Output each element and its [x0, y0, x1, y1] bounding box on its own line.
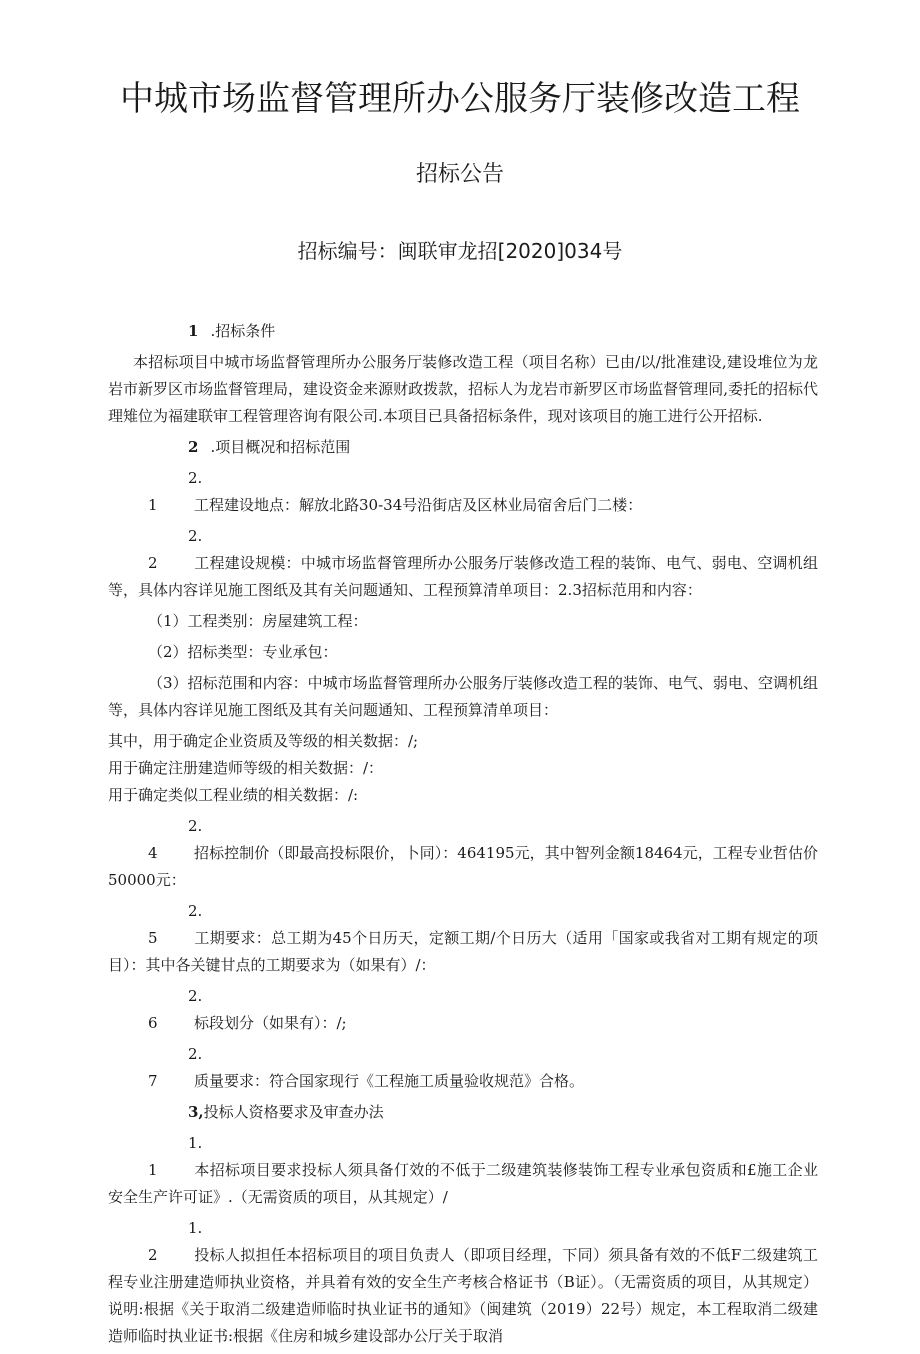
bid-number: 招标编号：闽联审龙招[2020]034号 [297, 239, 623, 263]
section-title: .项目概况和招标范围 [210, 438, 351, 456]
document-body [108, 316, 818, 1354]
clause-text: 招标控制价（即最高投标限价，卜同）：464195元，其中智列金额18464元，工程专业哲估价50000元： [108, 844, 818, 889]
clause-text: 投标人拟担任本招标项目的项目负责人（即项目经理，下同）须具备有效的不低F二级建筑工程专业注册建造师执业资格，并具着有效的安全生产考核合格证书（B证）。（无需资质的项目，从其规定）说明:根据《关于取消二级建造师临时执业证书的通知》（闽建筑（2019）22号）规定，本工程取消二级建造师临时执业证书:根据《住房和城乡建设部办公厅关于取消 [108, 1246, 818, 1345]
section-2-heading [108, 434, 818, 461]
section-1-heading [108, 318, 818, 345]
clause-number: 2.2 [148, 527, 203, 572]
text-line: 用于确定类似工程业绩的相关数据：/: [108, 786, 359, 804]
clause-number: 2.4 [148, 817, 203, 862]
list-item: （2）招标类型：专业承包： [148, 643, 338, 661]
list-item: （1）工程类别：房屋建筑工程： [148, 612, 368, 630]
text-line: 其中，用于确定企业资质及等级的相关数据：/; [108, 732, 419, 750]
page-title: 中城市场监督管理所办公服务厅装修改造工程 [120, 79, 800, 119]
clause-text: 工程建设规模：中城市场监督管理所办公服务厅装修改造工程的装饰、电气、弱电、空调机组等，具体内容详见施工图纸及其有关问题通知、工程预算清单项目：2.3招标范用和内容： [108, 554, 818, 599]
clause-number: 1.1 [148, 1134, 203, 1179]
clause-text: 本招标项目要求投标人须具备仃效的不低于二级建筑装修装饰工程专业承包资质和£施工企业安全生产许可证》.（无需资质的项目，从其规定）/ [108, 1161, 818, 1206]
clause-2-5 [108, 898, 818, 979]
clause-number: 2.1 [148, 469, 203, 514]
section-title: 投标人资格要求及审查办法 [203, 1103, 384, 1121]
clause-2-4 [108, 813, 818, 894]
section-title: .招标条件 [210, 322, 276, 340]
list-item: （3）招标范围和内容：中城市场监督管理所办公服务厅装修改造工程的装饰、电气、弱电、空调机组等，具体内容详见施工图纸及其有关问题通知、工程预算清单项目： [108, 674, 818, 719]
clause-2-6 [108, 983, 818, 1037]
clause-text: 质量要求：符合国家现行《工程施工质量验收规范》合格。 [194, 1072, 585, 1090]
clause-number: 1.2 [148, 1219, 203, 1264]
section-number: 1 [188, 322, 199, 340]
paragraph: 本招标项目中城市场监督管理所办公服务厅装修改造工程（项目名称）已由/以/批准建设,建设堆位为龙岩市新罗区市场监督管理局，建设资金来源财政拨款，招标人为龙岩市新罗区市场监督管理同,委托的招标代理雉位为福建联审工程管理咨询有限公司.本项目已具备招标条件，现对该项目的施工进行公开招标. [108, 353, 818, 425]
clause-text: 工期要求：总工期为45个日历天，定额工期/个日历大（适用「国家或我省对工期有规定的项目）：其中各关键甘点的工期要求为（如果有）/： [108, 929, 818, 974]
section-number: 3, [188, 1103, 204, 1121]
clause-3-1 [108, 1130, 818, 1211]
text-line: 用于确定注册建造师等级的相关数据：/： [108, 759, 384, 777]
clause-2-7 [108, 1041, 818, 1095]
clause-number: 2.6 [148, 987, 203, 1032]
clause-number: 2.7 [148, 1045, 203, 1090]
clause-3-2 [108, 1215, 818, 1350]
section-number: 2 [188, 438, 199, 456]
page-subtitle: 招标公告 [415, 162, 504, 187]
clause-text: 工程建设地点：解放北路30-34号沿街店及区林业局宿舍后门二楼： [194, 496, 643, 514]
section-3-heading [108, 1099, 818, 1126]
clause-2-2 [108, 523, 818, 604]
clause-number: 2.5 [148, 902, 203, 947]
clause-2-1 [108, 465, 818, 519]
clause-text: 标段划分（如果有）：/; [194, 1014, 347, 1032]
